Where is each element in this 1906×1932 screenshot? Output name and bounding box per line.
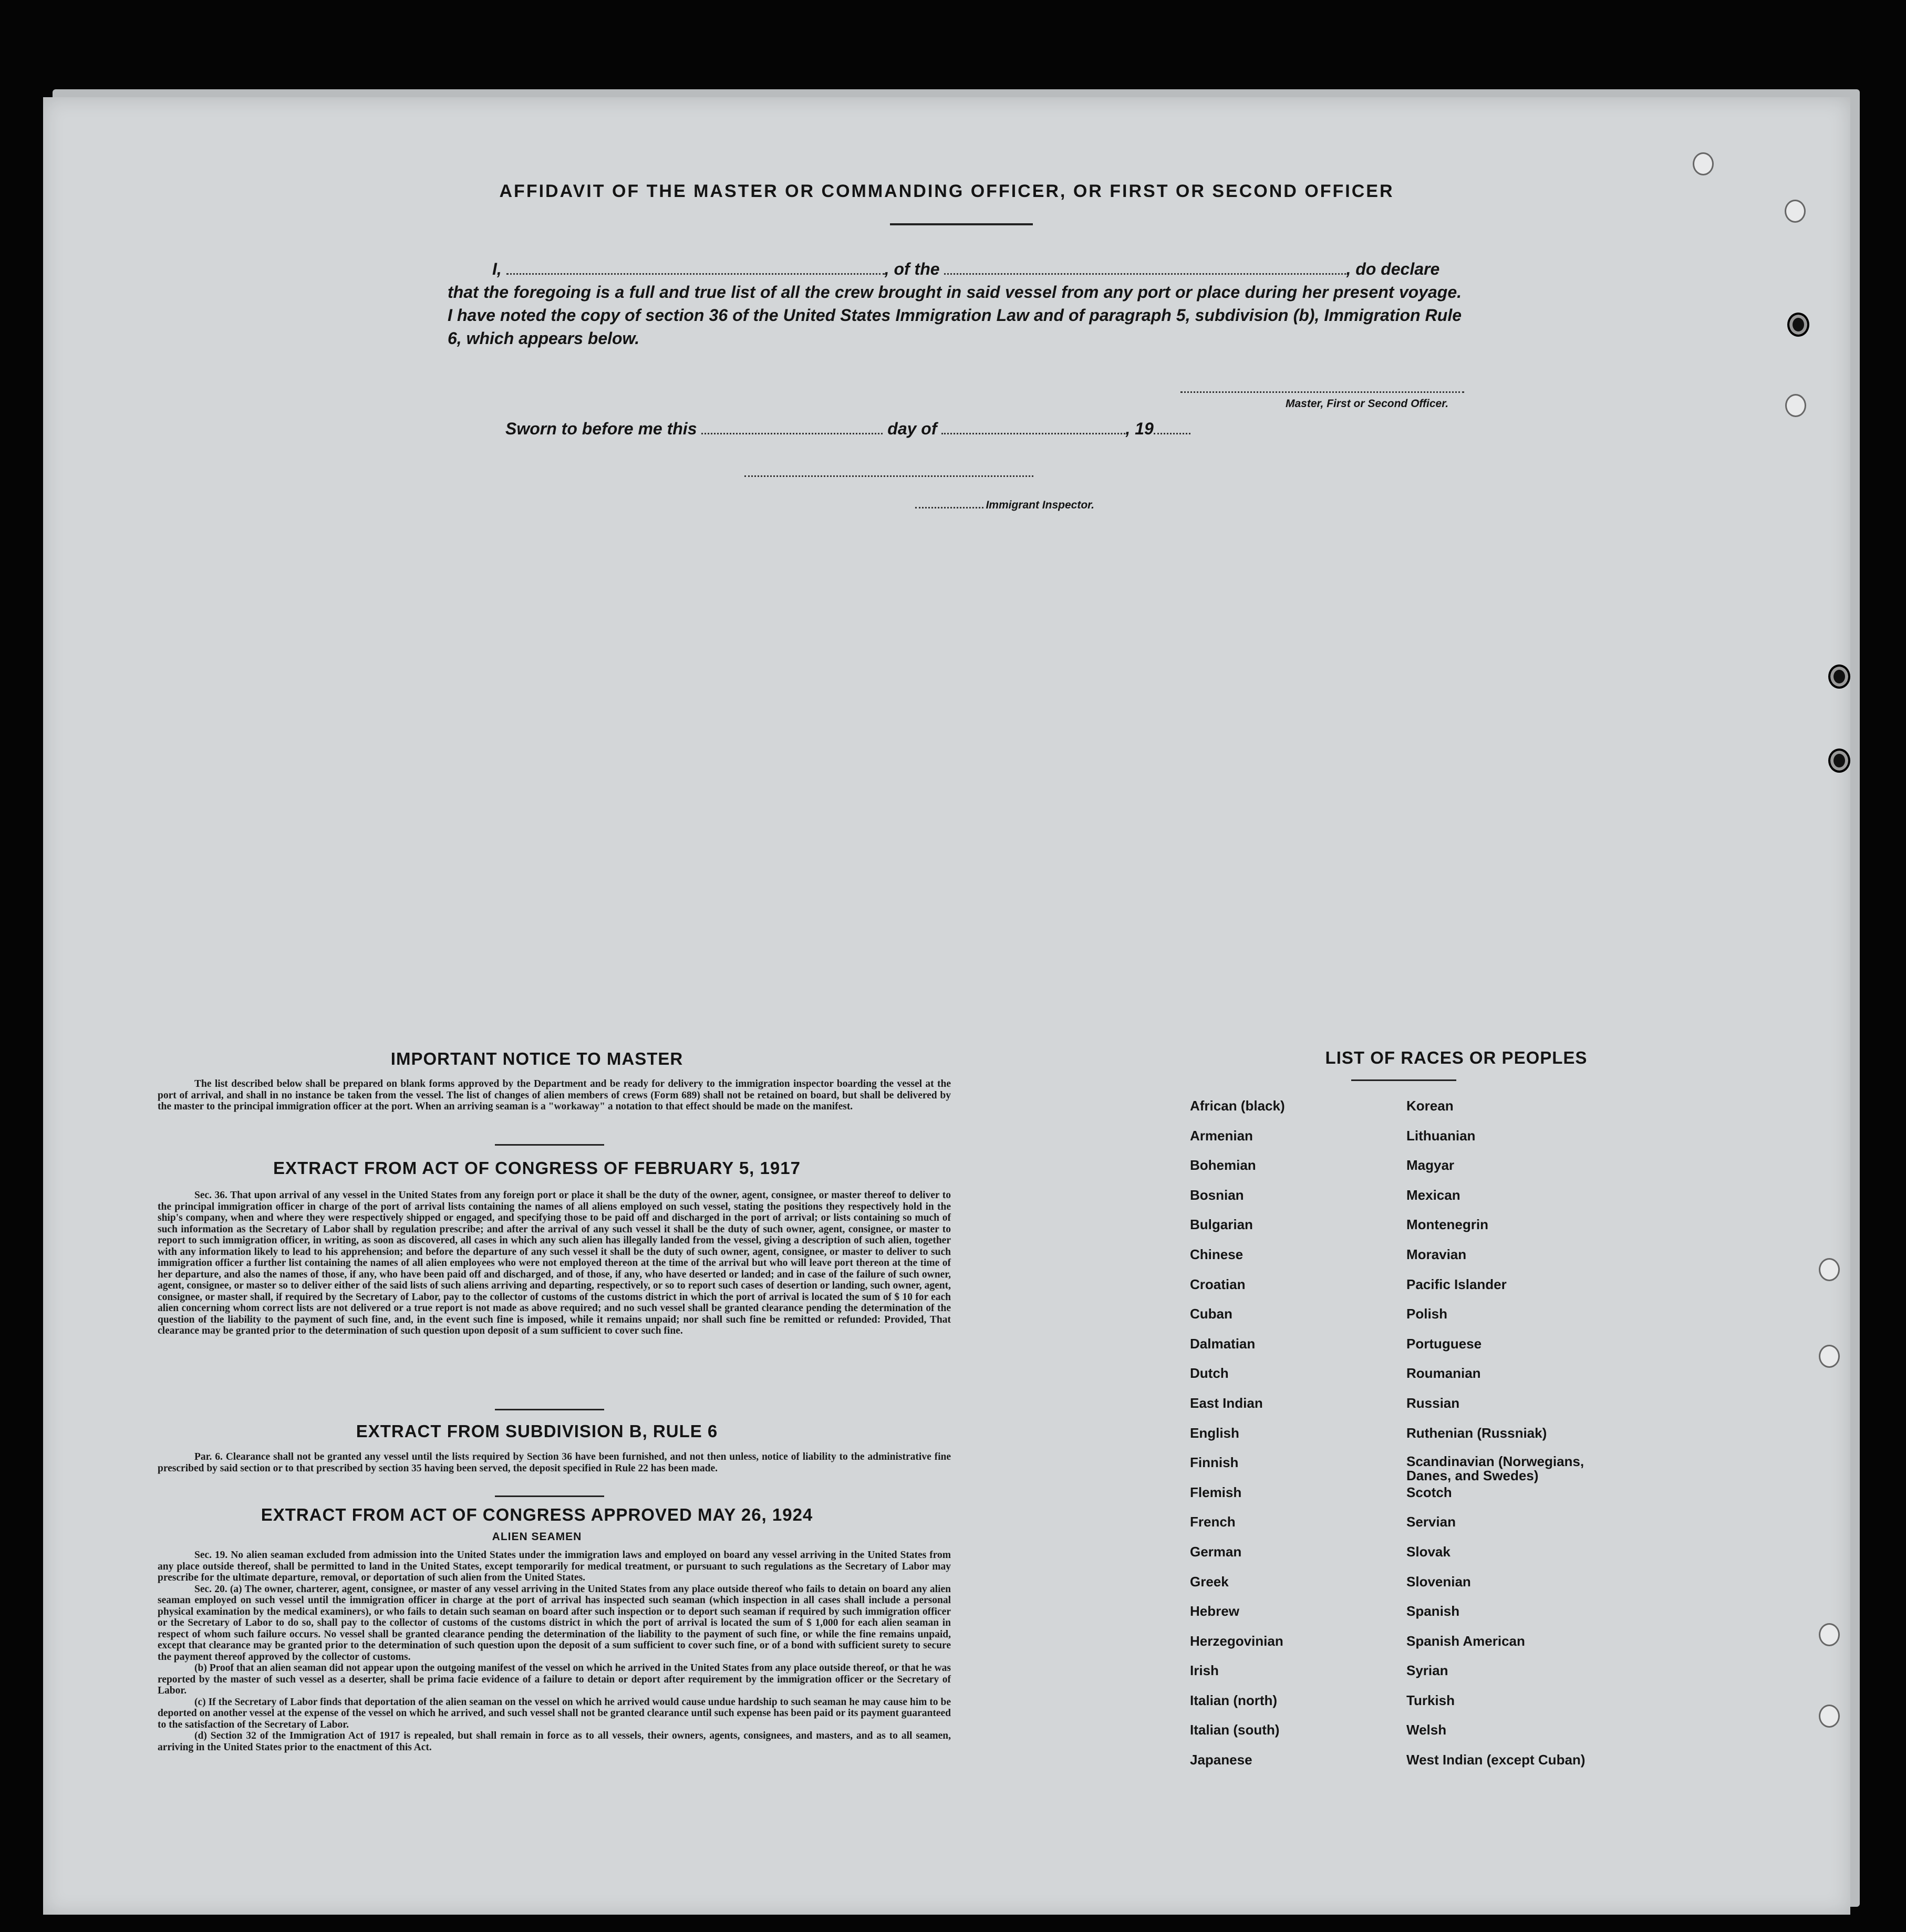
- race-item: French: [1190, 1514, 1236, 1530]
- race-item: Turkish: [1406, 1692, 1455, 1708]
- affidavit-statement: [448, 257, 1462, 350]
- race-item: Spanish American: [1406, 1633, 1525, 1649]
- race-item: Finnish: [1190, 1455, 1239, 1471]
- sworn-line: [505, 419, 1190, 439]
- form-page: [43, 97, 1850, 1915]
- race-item: Armenian: [1190, 1127, 1253, 1144]
- race-item: Mexican: [1406, 1187, 1460, 1203]
- i-label: I,: [492, 259, 502, 278]
- notice-paragraph: The list described below shall be prepared on blank forms approved by the Department and be ready for delivery to the immigration inspector boarding the vessel at the port of arrival, and shall in no instance be taken from the vessel. The list of changes of alien members of crews (Form 689) shall not be retained on board, but shall be delivered by the master to the principal immigration officer at the port. When an arriving seaman is a "workaway" a notation to that effect should be made on the manifest.: [158, 1078, 951, 1112]
- punch-hole-icon: [1828, 664, 1850, 689]
- title-rule: [890, 223, 1033, 225]
- race-item: Greek: [1190, 1573, 1229, 1590]
- punch-hole-icon: [1819, 1705, 1840, 1728]
- year-label: , 19: [1125, 419, 1154, 438]
- of-the-label: , of the: [884, 259, 940, 278]
- race-item: Roumanian: [1406, 1365, 1481, 1382]
- race-item: Lithuanian: [1406, 1127, 1476, 1144]
- affidavit-body: that the foregoing is a full and true list of all the crew brought in said vessel from any port or place during her present voyage. I have noted the copy of section 36 of the United States Immigration Law and of paragraph 5, subdivision (b), Immigration Rule 6, which appears below.: [448, 283, 1462, 348]
- race-item: Spanish: [1406, 1603, 1460, 1619]
- punch-hole-icon: [1693, 152, 1714, 175]
- race-item: Russian: [1406, 1395, 1460, 1411]
- extract-rule6-text: [158, 1451, 951, 1474]
- race-item: Dutch: [1190, 1365, 1229, 1382]
- punch-hole-icon: [1828, 749, 1850, 773]
- race-item: Flemish: [1190, 1484, 1242, 1500]
- race-item: West Indian (except Cuban): [1406, 1752, 1586, 1768]
- race-item: Irish: [1190, 1663, 1219, 1679]
- sec-20d-paragraph: (d) Section 32 of the Immigration Act of 1917 is repealed, but shall remain in force as to all vessels, their owners, agents, consignees, and masters, and as to all seamen, arriving in the United States prior to the enactment of this Act.: [158, 1730, 951, 1753]
- sec-36-paragraph: Sec. 36. That upon arrival of any vessel in the United States from any foreign port or place it shall be the duty of the owner, agent, consignee, or master thereof to deliver to the principal immigration officer in charge of the port of arrival lists containing the names of all aliens employed on such vessel, stating the positions they respectively hold in the ship's company, when and where they were respectively shipped or engaged, and specifying those to be paid off and discharged in the port of arrival; or lists containing so much of such information as the Secretary of Labor shall by regulation prescribe; and after the arrival of any such vessel it shall be the duty of such owner, agent, consignee, or master to report to such immigration officer, in writing, as soon as discovered, all cases in which any such alien has illegally landed from the vessel, giving a description of such alien, together with any information likely to lead to his apprehension; and before the departure of any such vessel it shall be the duty of such owner, agent, consignee, or master to deliver to such immigration officer a further list containing the names of all alien employees who were not employed thereon at the time of the arrival but who will leave port thereon at the time of her departure, and also the names of those, if any, who have been paid off and discharged, and of those, if any, who have deserted or landed; and in case of the failure of such owner, agent, consignee, or master so to deliver either of the said lists of such aliens arriving and departing, respectively, or so to report such cases of desertion or landing, such owner, agent, consignee, or master shall, if required by the Secretary of Labor, pay to the collector of customs of the customs district in which the port of arrival is located the sum of $ 10 for each alien concerning whom correct lists are not delivered or a true report is not made as above required; and no such vessel shall be granted clearance pending the determination of the question of the liability to the payment of such fine, and, in the event such fine is imposed, while it remains unpaid; nor shall such fine be remitted or refunded: Provided, That clearance may be granted prior to the determination of such question upon deposit of a sum sufficient to cover such fine.: [158, 1190, 951, 1336]
- alien-seamen-subheading: ALIEN SEAMEN: [492, 1531, 582, 1543]
- race-item: Hebrew: [1190, 1603, 1239, 1619]
- race-item: Syrian: [1406, 1663, 1448, 1679]
- race-item: Slovenian: [1406, 1573, 1471, 1590]
- race-item: Portuguese: [1406, 1335, 1482, 1352]
- race-item: Bohemian: [1190, 1157, 1256, 1173]
- race-item: East Indian: [1190, 1395, 1263, 1411]
- vessel-blank[interactable]: [944, 259, 1346, 275]
- race-item: English: [1190, 1425, 1239, 1441]
- race-item: African (black): [1190, 1098, 1285, 1114]
- sworn-label: Sworn to before me this: [505, 419, 697, 438]
- punch-hole-icon: [1785, 200, 1806, 223]
- races-left-column: [1190, 1098, 1400, 1782]
- punch-hole-icon: [1819, 1258, 1840, 1281]
- sec-20b-paragraph: (b) Proof that an alien seaman did not appear upon the outgoing manifest of the vessel on which he arrived in the United States from any place outside thereof, or that he was reported by the master of such vessel as a deserter, shall be prima facie evidence of a failure to detain or deport after requirement by the immigration officer or the Secretary of Labor.: [158, 1663, 951, 1696]
- notice-text: [158, 1078, 951, 1113]
- races-rule: [1351, 1079, 1456, 1081]
- race-item: Magyar: [1406, 1157, 1455, 1173]
- sworn-year-blank[interactable]: [1154, 419, 1190, 434]
- race-item: Bulgarian: [1190, 1217, 1253, 1233]
- race-item: Moravian: [1406, 1246, 1467, 1262]
- affidavit-title: AFFIDAVIT OF THE MASTER OR COMMANDING OFFICER, OR FIRST OR SECOND OFFICER: [499, 181, 1394, 201]
- race-item: Dalmatian: [1190, 1335, 1256, 1352]
- do-declare-label: , do declare: [1346, 259, 1440, 278]
- race-item: Pacific Islander: [1406, 1276, 1507, 1292]
- race-item: Polish: [1406, 1306, 1448, 1322]
- par-6-paragraph: Par. 6. Clearance shall not be granted any vessel until the lists required by Section 36 have been furnished, and not then unless, notice of liability to the administrative fine prescribed by said section or to that prescribed by section 35 having been served, the deposit specified in Rule 22 has been made.: [158, 1451, 951, 1474]
- sworn-day-blank[interactable]: [701, 419, 883, 434]
- race-item: German: [1190, 1543, 1242, 1560]
- race-item: Servian: [1406, 1514, 1456, 1530]
- inspector-caption: Immigrant Inspector.: [986, 499, 1094, 511]
- punch-hole-icon: [1785, 394, 1806, 417]
- punch-hole-icon: [1819, 1345, 1840, 1368]
- races-heading: LIST OF RACES OR PEOPLES: [1325, 1048, 1588, 1067]
- race-item: Bosnian: [1190, 1187, 1244, 1203]
- race-item: Italian (north): [1190, 1692, 1278, 1708]
- section-rule: [495, 1409, 604, 1410]
- inspector-signature-line[interactable]: [744, 475, 1033, 477]
- race-item: Japanese: [1190, 1752, 1252, 1768]
- inspector-caption-row: [915, 497, 1094, 512]
- race-item: Scandinavian (Norwegians, Danes, and Swedes): [1406, 1453, 1584, 1484]
- sworn-month-blank[interactable]: [941, 419, 1125, 434]
- section-rule: [495, 1144, 604, 1146]
- race-item: Korean: [1406, 1098, 1454, 1114]
- sec-20c-paragraph: (c) If the Secretary of Labor finds that deportation of the alien seaman on the vessel on which he arrived would cause undue hardship to such seaman he may cause him to be deported on another vessel at the expense of the vessel on which he arrived, and such vessel shall not be granted clearance until such expense has been paid or its payment guaranteed to the satisfaction of the Secretary of Labor.: [158, 1696, 951, 1730]
- race-item: Croatian: [1190, 1276, 1246, 1292]
- punch-hole-icon: [1819, 1623, 1840, 1646]
- race-item: Cuban: [1190, 1306, 1232, 1322]
- inspector-lead-dots: [915, 497, 983, 508]
- extract-1917-heading: EXTRACT FROM ACT OF CONGRESS OF FEBRUARY 5, 1917: [273, 1158, 801, 1178]
- race-item: Chinese: [1190, 1246, 1244, 1262]
- notice-heading: IMPORTANT NOTICE TO MASTER: [390, 1049, 683, 1068]
- races-right-column: [1406, 1098, 1627, 1782]
- race-item: Welsh: [1406, 1722, 1447, 1738]
- sec-20a-paragraph: Sec. 20. (a) The owner, charterer, agent, consignee, or master of any vessel arriving in the United States from any place outside thereof who fails to detain on board any alien seaman employed on such vessel until the immigration officer in charge at the port of arrival has inspected such seaman (which inspection in all cases shall include a personal physical examination by the medical examiners), or who fails to detain such seaman on board after such inspection or to deport such seaman if required by such immigration officer or the Secretary of Labor to do so, shall pay to the collector of customs of the customs district in which the port of arrival is located the sum of $ 1,000 for each alien seaman in respect of whom such failure occurs. No vessel shall be granted clearance pending the determination of the liability to the payment of such fine, or while the fine remains unpaid, except that clearance may be granted prior to the determination of such question upon the deposit of a sum sufficient to cover such fine, or of a bond with sufficient surety to secure the payment thereof approved by the collector of customs.: [158, 1583, 951, 1663]
- extract-1924-text: [158, 1550, 951, 1753]
- day-of-label: day of: [887, 419, 937, 438]
- punch-hole-icon: [1787, 313, 1809, 337]
- extract-1917-text: [158, 1190, 951, 1337]
- race-item: Slovak: [1406, 1543, 1451, 1560]
- sec-19-paragraph: Sec. 19. No alien seaman excluded from admission into the United States under the immigration laws and employed on board any vessel arriving in the United States from any place outside thereof, shall be permitted to land in the United States, except temporarily for medical treatment, or pursuant to such regulations as the Secretary of Labor may prescribe for the ultimate departure, removal, or deportation of such alien from the United States.: [158, 1550, 951, 1583]
- race-item: Italian (south): [1190, 1722, 1280, 1738]
- extract-rule6-heading: EXTRACT FROM SUBDIVISION B, RULE 6: [356, 1421, 718, 1441]
- race-item: Herzegovinian: [1190, 1633, 1283, 1649]
- master-signature-line[interactable]: [1180, 391, 1464, 393]
- race-item: Montenegrin: [1406, 1217, 1488, 1233]
- master-caption: Master, First or Second Officer.: [1286, 398, 1449, 410]
- race-item: Ruthenian (Russniak): [1406, 1425, 1547, 1441]
- section-rule: [495, 1495, 604, 1497]
- race-item: Scotch: [1406, 1484, 1452, 1500]
- extract-1924-heading: EXTRACT FROM ACT OF CONGRESS APPROVED MAY 26, 1924: [261, 1505, 813, 1524]
- affidavit-first-line: [448, 257, 1462, 281]
- name-blank[interactable]: [506, 259, 885, 275]
